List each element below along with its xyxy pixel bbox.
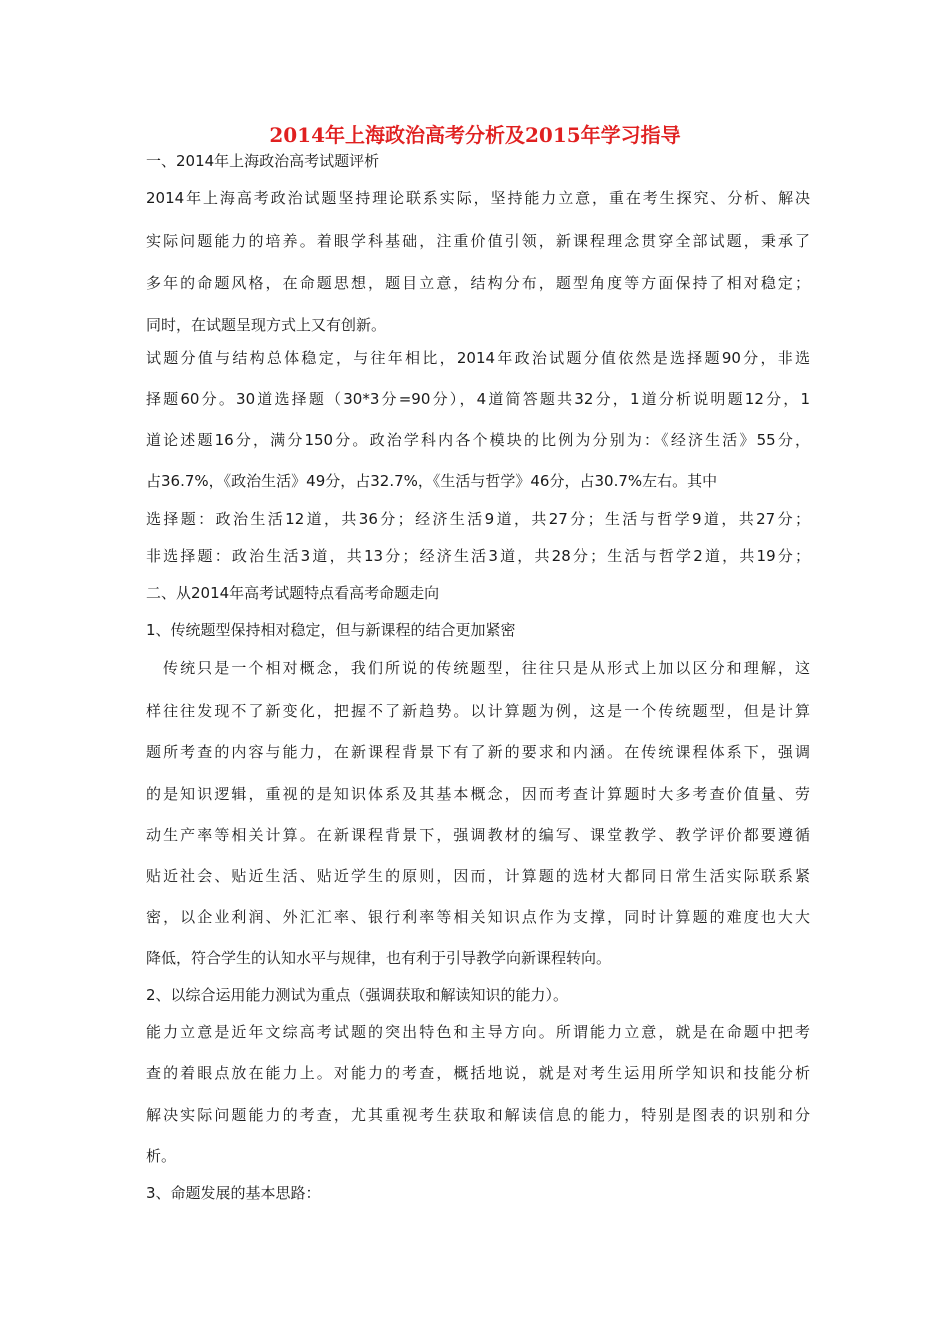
paragraph-line: 多年的命题风格，在命题思想，题目立意，结构分布，题型角度等方面保持了相对稳定；: [146, 274, 810, 292]
paragraph-line: 析。: [146, 1147, 177, 1165]
paragraph-line: 动生产率等相关计算。在新课程背景下，强调教材的编写、课堂教学、教学评价都要遵循: [146, 826, 810, 844]
subsection-heading: 3、命题发展的基本思路：: [146, 1184, 321, 1202]
paragraph-line: 的是知识逻辑，重视的是知识体系及其基本概念，因而考查计算题时大多考查价值量、劳: [146, 785, 810, 803]
paragraph-line: 择题60分。30道选择题（30*3分=90分），4道简答题共32分，1道分析说明题12分，1: [146, 390, 810, 408]
paragraph-line: 降低，符合学生的认知水平与规律，也有利于引导教学向新课程转向。: [146, 949, 612, 967]
paragraph-line: 能力立意是近年文综高考试题的突出特色和主导方向。所谓能力立意，就是在命题中把考: [146, 1023, 810, 1041]
paragraph-line: 样往往发现不了新变化，把握不了新趋势。以计算题为例，这是一个传统题型，但是计算: [146, 702, 810, 720]
paragraph-line: 查的着眼点放在能力上。对能力的考查，概括地说，就是对考生运用所学知识和技能分析: [146, 1064, 810, 1082]
paragraph-line: 非选择题：政治生活3道，共13分；经济生活3道，共28分；生活与哲学2道，共19分；: [146, 547, 810, 565]
paragraph-line: 贴近社会、贴近生活、贴近学生的原则，因而，计算题的选材大都同日常生活实际联系紧: [146, 867, 810, 885]
section-heading: 二、从2014年高考试题特点看高考命题走向: [146, 584, 440, 602]
paragraph-line: 占36.7%，《政治生活》49分，占32.7%，《生活与哲学》46分，占30.7%左右。其中: [146, 472, 718, 490]
paragraph-line: 2014年上海高考政治试题坚持理论联系实际，坚持能力立意，重在考生探究、分析、解决: [146, 189, 810, 207]
document-title: 2014年上海政治高考分析及2015年学习指导: [269, 123, 681, 147]
paragraph-line: 同时，在试题呈现方式上又有创新。: [146, 316, 387, 334]
paragraph-line: 题所考查的内容与能力，在新课程背景下有了新的要求和内涵。在传统课程体系下，强调: [146, 743, 810, 761]
subsection-heading: 1、传统题型保持相对稳定，但与新课程的结合更加紧密: [146, 621, 516, 639]
paragraph-line: 道论述题16分，满分150分。政治学科内各个模块的比例为分别为：《经济生活》55分，: [146, 431, 810, 449]
paragraph-line: 解决实际问题能力的考查，尤其重视考生获取和解读信息的能力，特别是图表的识别和分: [146, 1106, 810, 1124]
subsection-heading: 2、以综合运用能力测试为重点（强调获取和解读知识的能力）。: [146, 986, 569, 1004]
paragraph-line: 选择题：政治生活12道，共36分；经济生活9道，共27分；生活与哲学9道，共27分；: [146, 510, 810, 528]
section-heading: 一、2014年上海政治高考试题评析: [146, 152, 380, 170]
paragraph-line: 试题分值与结构总体稳定，与往年相比，2014年政治试题分值依然是选择题90分，非选: [146, 349, 810, 367]
paragraph-line: 密，以企业利润、外汇汇率、银行利率等相关知识点作为支撑，同时计算题的难度也大大: [146, 908, 810, 926]
paragraph-line: 传统只是一个相对概念，我们所说的传统题型，往往只是从形式上加以区分和理解，这: [163, 659, 810, 677]
paragraph-line: 实际问题能力的培养。着眼学科基础，注重价值引领，新课程理念贯穿全部试题，秉承了: [146, 232, 810, 250]
